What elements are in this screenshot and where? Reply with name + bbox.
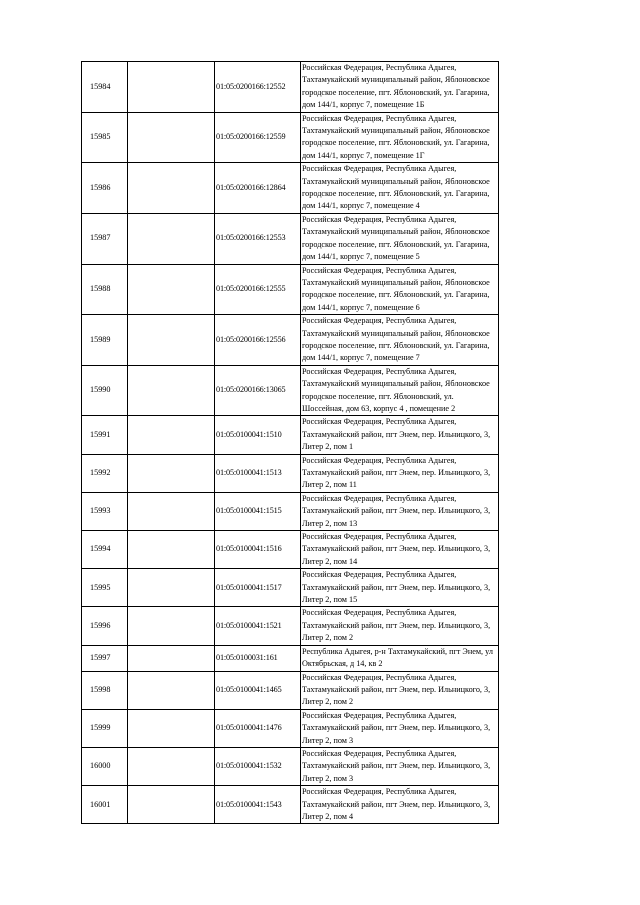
address-cell: Российская Федерация, Республика Адыгея, Тахтамукайский район, пгт Энем, пер. Ильницкого, 3, Литер 2, пом 2 bbox=[301, 671, 499, 709]
empty-cell bbox=[128, 365, 215, 416]
table-row bbox=[82, 416, 499, 454]
table-row bbox=[82, 365, 499, 416]
row-number-cell: 15996 bbox=[82, 607, 128, 645]
row-number-cell: 15988 bbox=[82, 264, 128, 315]
row-number-cell: 16000 bbox=[82, 747, 128, 785]
row-number-cell: 15995 bbox=[82, 569, 128, 607]
address-cell: Российская Федерация, Республика Адыгея, Тахтамукайский район, пгт Энем, пер. Ильницкого, 3, Литер 2, пом 15 bbox=[301, 569, 499, 607]
empty-cell bbox=[128, 264, 215, 315]
table-row bbox=[82, 607, 499, 645]
table-row bbox=[82, 747, 499, 785]
empty-cell bbox=[128, 492, 215, 530]
row-number-cell: 15990 bbox=[82, 365, 128, 416]
table-row bbox=[82, 531, 499, 569]
row-number-cell: 15997 bbox=[82, 645, 128, 671]
cadastral-number-cell: 01:05:0100041:1476 bbox=[215, 709, 301, 747]
address-cell: Республика Адыгея, р-н Тахтамукайский, пгт Энем, ул Октябрьская, д 14, кв 2 bbox=[301, 645, 499, 671]
empty-cell bbox=[128, 163, 215, 214]
row-number-cell: 15998 bbox=[82, 671, 128, 709]
empty-cell bbox=[128, 607, 215, 645]
row-number-cell: 15985 bbox=[82, 112, 128, 163]
cadastral-number-cell: 01:05:0100041:1465 bbox=[215, 671, 301, 709]
cadastral-number-cell: 01:05:0200166:12555 bbox=[215, 264, 301, 315]
row-number-cell: 15999 bbox=[82, 709, 128, 747]
address-cell: Российская Федерация, Республика Адыгея, Тахтамукайский район, пгт Энем, пер. Ильницкого, 3, Литер 2, пом 1 bbox=[301, 416, 499, 454]
empty-cell bbox=[128, 213, 215, 264]
cadastral-number-cell: 01:05:0100041:1516 bbox=[215, 531, 301, 569]
row-number-cell: 15987 bbox=[82, 213, 128, 264]
empty-cell bbox=[128, 315, 215, 366]
address-cell: Российская Федерация, Республика Адыгея, Тахтамукайский район, пгт Энем, пер. Ильницкого, 3, Литер 2, пом 3 bbox=[301, 747, 499, 785]
table-row bbox=[82, 264, 499, 315]
cadastral-number-cell: 01:05:0100041:1515 bbox=[215, 492, 301, 530]
empty-cell bbox=[128, 112, 215, 163]
address-cell: Российская Федерация, Республика Адыгея, Тахтамукайский район, пгт Энем, пер. Ильницкого, 3, Литер 2, пом 2 bbox=[301, 607, 499, 645]
empty-cell bbox=[128, 531, 215, 569]
table-row bbox=[82, 709, 499, 747]
empty-cell bbox=[128, 709, 215, 747]
cadastral-number-cell: 01:05:0200166:12556 bbox=[215, 315, 301, 366]
cadastral-number-cell: 01:05:0100031:161 bbox=[215, 645, 301, 671]
empty-cell bbox=[128, 454, 215, 492]
table-row bbox=[82, 213, 499, 264]
empty-cell bbox=[128, 416, 215, 454]
address-cell: Российская Федерация, Республика Адыгея, Тахтамукайский муниципальный район, Яблоновское городское поселение, пгт. Яблоновский, ул. Гагарина, дом 144/1, корпус 7, помещение 1Г bbox=[301, 112, 499, 163]
cadastral-number-cell: 01:05:0100041:1532 bbox=[215, 747, 301, 785]
address-cell: Российская Федерация, Республика Адыгея, Тахтамукайский район, пгт Энем, пер. Ильницкого, 3, Литер 2, пом 4 bbox=[301, 786, 499, 824]
address-cell: Российская Федерация, Республика Адыгея, Тахтамукайский муниципальный район, Яблоновское городское поселение, пгт. Яблоновский, ул. Гагарина, дом 144/1, корпус 7, помещение 7 bbox=[301, 315, 499, 366]
cadastral-number-cell: 01:05:0100041:1521 bbox=[215, 607, 301, 645]
table-row bbox=[82, 569, 499, 607]
row-number-cell: 15991 bbox=[82, 416, 128, 454]
cadastral-number-cell: 01:05:0100041:1543 bbox=[215, 786, 301, 824]
table-row bbox=[82, 454, 499, 492]
address-cell: Российская Федерация, Республика Адыгея, Тахтамукайский район, пгт Энем, пер. Ильницкого, 3, Литер 2, пом 3 bbox=[301, 709, 499, 747]
address-cell: Российская Федерация, Республика Адыгея, Тахтамукайский муниципальный район, Яблоновское городское поселение, пгт. Яблоновский, ул. Гагарина, дом 144/1, корпус 7, помещение 1Б bbox=[301, 62, 499, 113]
row-number-cell: 16001 bbox=[82, 786, 128, 824]
table-row bbox=[82, 786, 499, 824]
cadastral-number-cell: 01:05:0200166:12864 bbox=[215, 163, 301, 214]
cadastral-number-cell: 01:05:0200166:13065 bbox=[215, 365, 301, 416]
cadastral-number-cell: 01:05:0200166:12553 bbox=[215, 213, 301, 264]
cadastral-number-cell: 01:05:0100041:1510 bbox=[215, 416, 301, 454]
address-cell: Российская Федерация, Республика Адыгея, Тахтамукайский муниципальный район, Яблоновское городское поселение, пгт. Яблоновский, ул. Гагарина, дом 144/1, корпус 7, помещение 4 bbox=[301, 163, 499, 214]
row-number-cell: 15984 bbox=[82, 62, 128, 113]
cadastral-number-cell: 01:05:0100041:1517 bbox=[215, 569, 301, 607]
table-row bbox=[82, 62, 499, 113]
table-row bbox=[82, 645, 499, 671]
empty-cell bbox=[128, 645, 215, 671]
address-cell: Российская Федерация, Республика Адыгея, Тахтамукайский муниципальный район, Яблоновское городское поселение, пгт. Яблоновский, ул. Гагарина, дом 144/1, корпус 7, помещение 6 bbox=[301, 264, 499, 315]
empty-cell bbox=[128, 747, 215, 785]
row-number-cell: 15993 bbox=[82, 492, 128, 530]
row-number-cell: 15986 bbox=[82, 163, 128, 214]
cadastral-number-cell: 01:05:0100041:1513 bbox=[215, 454, 301, 492]
table-row bbox=[82, 112, 499, 163]
address-cell: Российская Федерация, Республика Адыгея, Тахтамукайский муниципальный район, Яблоновское городское поселение, пгт. Яблоновский, ул. Шоссейная, дом 63, корпус 4 , помещение 2 bbox=[301, 365, 499, 416]
table-row bbox=[82, 492, 499, 530]
cadastral-number-cell: 01:05:0200166:12559 bbox=[215, 112, 301, 163]
address-cell: Российская Федерация, Республика Адыгея, Тахтамукайский район, пгт Энем, пер. Ильницкого, 3, Литер 2, пом 14 bbox=[301, 531, 499, 569]
empty-cell bbox=[128, 62, 215, 113]
empty-cell bbox=[128, 569, 215, 607]
row-number-cell: 15989 bbox=[82, 315, 128, 366]
row-number-cell: 15994 bbox=[82, 531, 128, 569]
registry-table bbox=[81, 61, 499, 824]
table-row bbox=[82, 163, 499, 214]
address-cell: Российская Федерация, Республика Адыгея, Тахтамукайский район, пгт Энем, пер. Ильницкого, 3, Литер 2, пом 11 bbox=[301, 454, 499, 492]
cadastral-number-cell: 01:05:0200166:12552 bbox=[215, 62, 301, 113]
table-row bbox=[82, 315, 499, 366]
empty-cell bbox=[128, 671, 215, 709]
row-number-cell: 15992 bbox=[82, 454, 128, 492]
table-row bbox=[82, 671, 499, 709]
empty-cell bbox=[128, 786, 215, 824]
address-cell: Российская Федерация, Республика Адыгея, Тахтамукайский район, пгт Энем, пер. Ильницкого, 3, Литер 2, пом 13 bbox=[301, 492, 499, 530]
address-cell: Российская Федерация, Республика Адыгея, Тахтамукайский муниципальный район, Яблоновское городское поселение, пгт. Яблоновский, ул. Гагарина, дом 144/1, корпус 7, помещение 5 bbox=[301, 213, 499, 264]
